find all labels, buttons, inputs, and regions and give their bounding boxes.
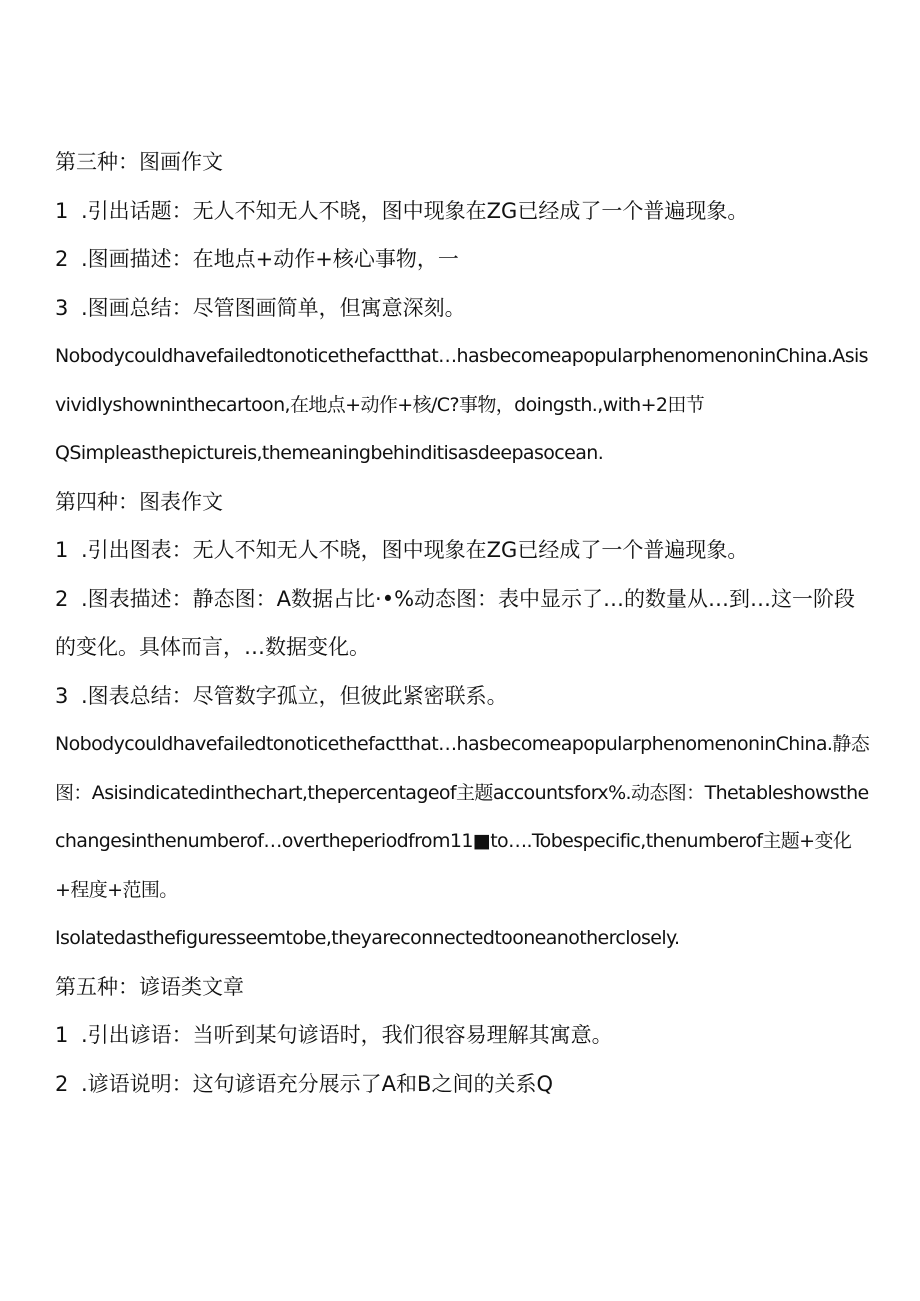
item-text: .图表描述：静态图：A数据占比·•%动态图：表中显示了…的数量从…到…这一阶段的变化。具体而言，…数据变化。 xyxy=(55,586,856,659)
section-heading: 第三种：图画作文 xyxy=(55,150,223,174)
list-item xyxy=(55,1060,870,1109)
list-item xyxy=(55,575,870,672)
english-paragraph: Nobodycouldhavefailedtonoticethefactthat…hasbecomeapopularphenomenoninChina.Asisvividlyshowninthecartoon,在地点+动作+核/C?事物，doingsth.,with+2田节 xyxy=(55,345,868,416)
item-text: .图画总结：尽管图画简单，但寓意深刻。 xyxy=(81,295,466,320)
item-number: 1 xyxy=(55,1023,69,1047)
english-paragraph: QSimpleasthepictureis,themeaningbehinditisasdeepasocean. xyxy=(55,442,604,464)
item-number: 1 xyxy=(55,538,69,562)
item-number: 1 xyxy=(55,198,69,223)
english-paragraph: Isolatedasthefiguresseemtobe,theyareconnectedtooneanotherclosely. xyxy=(55,927,680,949)
section-heading: 第五种：谚语类文章 xyxy=(55,974,244,999)
item-text: .图表总结：尽管数字孤立，但彼此紧密联系。 xyxy=(81,683,508,708)
document-body xyxy=(55,138,870,1108)
list-item xyxy=(55,1011,870,1060)
list-item xyxy=(55,672,870,721)
item-text: .引出话题：无人不知无人不晓，图中现象在ZG已经成了一个普遍现象。 xyxy=(81,198,749,223)
item-number: 2 xyxy=(55,247,69,271)
item-number: 2 xyxy=(55,1071,69,1096)
english-paragraph: Nobodycouldhavefailedtonoticethefactthat…hasbecomeapopularphenomenoninChina.静态图：Asisindicatedinthechart,thepercentageof主题accountsforx%.动态图：Thetableshowsthechangesinthenumberof…overtheperiodfrom11■to….Tobespecific,thenumberof主题+变化+程度+范围。 xyxy=(55,733,870,901)
item-number: 3 xyxy=(55,295,69,320)
list-item xyxy=(55,235,870,284)
list-item xyxy=(55,284,870,333)
item-text: .谚语说明：这句谚语充分展示了A和B之间的关系Q xyxy=(81,1071,553,1096)
item-text: .引出图表：无人不知无人不晓，图中现象在ZG已经成了一个普遍现象。 xyxy=(81,538,749,562)
item-number: 3 xyxy=(55,683,69,708)
item-number: 2 xyxy=(55,586,69,611)
section-heading: 第四种：图表作文 xyxy=(55,489,223,514)
list-item xyxy=(55,526,870,575)
list-item xyxy=(55,187,870,236)
item-text: .图画描述：在地点+动作+核心事物，一 xyxy=(81,247,459,271)
item-text: .引出谚语：当听到某句谚语时，我们很容易理解其寓意。 xyxy=(81,1023,613,1047)
